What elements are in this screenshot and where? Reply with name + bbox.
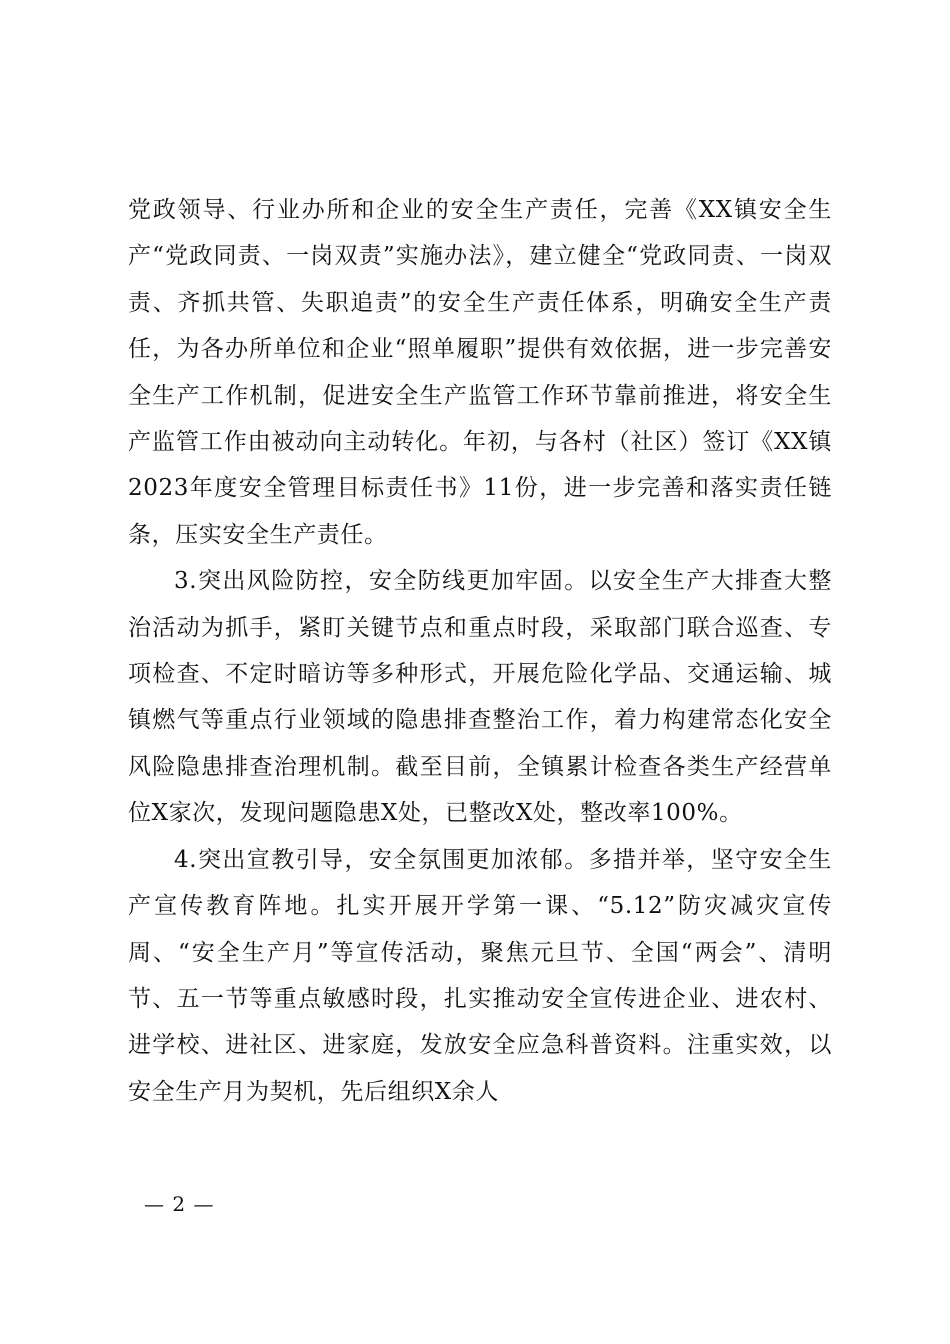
document-body [128,187,832,1115]
paragraph-publicity-education: 4.突出宣教引导，安全氛围更加浓郁。多措并举，坚守安全生产宣传教育阵地。扎实开展开学第一课、“5.12”防灾减灾宣传周、“安全生产月”等宣传活动，聚焦元旦节、全国“两会”、清明节、五一节等重点敏感时段，扎实推动安全宣传进企业、进农村、进学校、进社区、进家庭，发放安全应急科普资料。注重实效，以安全生产月为契机，先后组织X余人 [128,846,832,1105]
paragraph-continued: 党政领导、行业办所和企业的安全生产责任，完善《XX镇安全生产“党政同责、一岗双责”实施办法》，建立健全“党政同责、一岗双责、齐抓共管、失职追责”的安全生产责任体系，明确安全生产责任，为各办所单位和企业“照单履职”提供有效依据，进一步完善安全生产工作机制，促进安全生产监管工作环节靠前推进，将安全生产监管工作由被动向主动转化。年初，与各村（社区）签订《XX镇2023年度安全管理目标责任书》11份，进一步完善和落实责任链条，压实安全生产责任。 [128,197,832,548]
page-number: — 2 — [144,1192,215,1216]
paragraph-risk-control: 3.突出风险防控，安全防线更加牢固。以安全生产大排查大整治活动为抓手，紧盯关键节点和重点时段，采取部门联合巡查、专项检查、不定时暗访等多种形式，开展危险化学品、交通运输、城镇燃气等重点行业领域的隐患排查整治工作，着力构建常态化安全风险隐患排查治理机制。截至目前，全镇累计检查各类生产经营单位X家次，发现问题隐患X处，已整改X处，整改率100%。 [128,568,832,827]
